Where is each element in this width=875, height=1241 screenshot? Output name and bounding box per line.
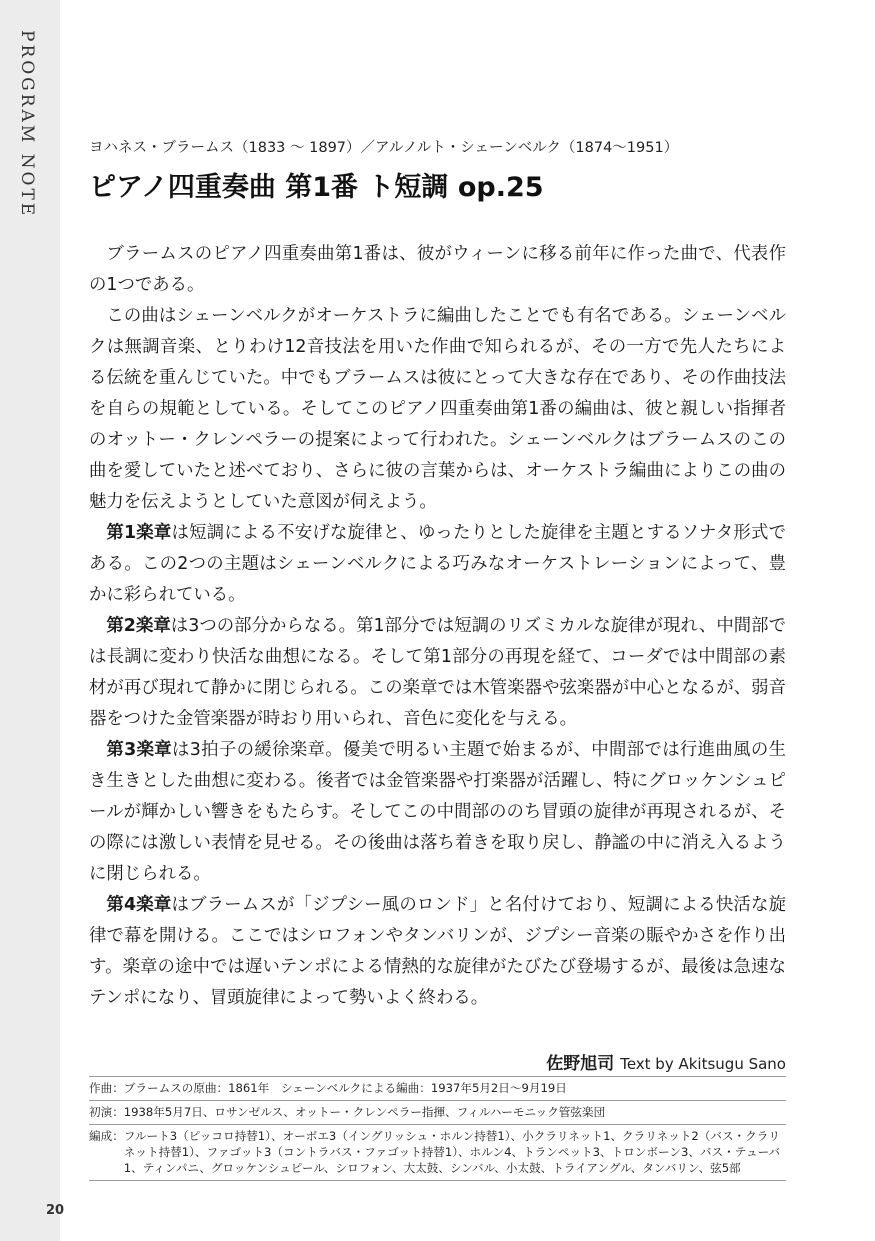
article-body <box>89 239 786 1014</box>
paragraph-intro: ブラームスのピアノ四重奏曲第1番は、彼がウィーンに移る前年に作った曲で、代表作の1つである。 <box>89 244 786 295</box>
piece-info-table <box>89 1076 786 1181</box>
movement-4-text: はブラームスが「ジプシー風のロンド」と名付けており、短調による快活な旋律で幕を開ける。ここではシロフォンやタンバリンが、ジプシー音楽の賑やかさを作り出す。楽章の途中では遅いテンポによる情熱的な旋律がたびたび登場するが、最後は急速なテンポになり、冒頭旋律によって勢いよく終わる。 <box>89 895 786 1008</box>
paragraph-arrangement: この曲はシェーンベルクがオーケストラに編曲したことでも有名である。シェーンベルクは無調音楽、とりわけ12音技法を用いた作曲で知られるが、その一方で先人たちによる伝統を重んじていた。中でもブラームスは彼にとって大きな存在であり、その作曲技法を自らの規範としている。そしてこのピアノ四重奏曲第1番の編曲は、彼と親しい指揮者のオットー・クレンペラーの提案によって行われた。シェーンベルクはブラームスのこの曲を愛していたと述べており、さらに彼の言葉からは、オーケストラ編曲によりこの曲の魅力を伝えようとしていた意図が伺えよう。 <box>89 306 786 512</box>
movement-2-text: は3つの部分からなる。第1部分では短調のリズミカルな旋律が現れ、中間部では長調に変わり快活な曲想になる。そして第1部分の再現を経て、コーダでは中間部の素材が再び現れて静かに閉じられる。この楽章では木管楽器や弦楽器が中心となるが、弱音器をつけた金管楽器が時おり用いられ、音色に変化を与える。 <box>89 616 786 729</box>
instrumentation-label: 編成： <box>89 1129 124 1143</box>
composer-subtitle: ヨハネス・ブラームス（1833 ～ 1897）／アルノルト・シェーンベルク（1874～1951） <box>89 140 679 156</box>
sidebar-band <box>0 0 65 1241</box>
paragraph-movement-3 <box>89 735 786 890</box>
paragraph-movement-1 <box>89 518 786 611</box>
movement-1-text: は短調による不安げな旋律と、ゆったりとした旋律を主題とするソナタ形式である。この2つの主題はシェーンベルクによる巧みなオーケストレーションによって、豊かに彩られている。 <box>89 523 786 605</box>
composition-info: 作曲：ブラームスの原曲：1861年 シェーンベルクによる編曲：1937年5月2日～9月19日 <box>89 1076 786 1100</box>
author-name: 佐野旭司 <box>546 1054 615 1074</box>
paragraph-movement-4 <box>89 890 786 1014</box>
piece-title: ピアノ四重奏曲 第1番 ト短調 op.25 <box>89 172 544 203</box>
movement-1-label: 第1楽章 <box>106 523 172 543</box>
premiere-info: 初演：1938年5月7日、ロサンゼルス、オットー・クレンペラー指揮、フィルハーモニック管弦楽団 <box>89 1100 786 1124</box>
instrumentation-info <box>89 1124 786 1181</box>
movement-3-text: は3拍子の緩徐楽章。優美で明るい主題で始まるが、中間部では行進曲風の生き生きとした曲想に変わる。後者では金管楽器や打楽器が活躍し、特にグロッケンシュピールが輝かしい響きをもたらす。そしてこの中間部ののち冒頭の旋律が再現されるが、その際には激しい表情を見せる。その後曲は落ち着きを取り戻し、静謐の中に消え入るように閉じられる。 <box>89 740 786 884</box>
author-credit: Text by Akitsugu Sano <box>620 1055 786 1073</box>
section-title-vertical: PROGRAM NOTE <box>17 30 37 219</box>
author-line <box>89 1049 786 1074</box>
page-number: 20 <box>46 1203 65 1218</box>
movement-4-label: 第4楽章 <box>106 895 172 915</box>
paragraph-movement-2 <box>89 611 786 735</box>
movement-3-label: 第3楽章 <box>106 740 173 760</box>
movement-2-label: 第2楽章 <box>106 616 171 636</box>
instrumentation-text: フルート3（ピッコロ持替1）、オーボエ3（イングリッシュ・ホルン持替1）、小クラリネット1、クラリネット2（バス・クラリネット持替1）、ファゴット3（コントラバス・ファゴット持替1）、ホルン4、トランペット3、トロンボーン3、バス・テューバ1、ティンパニ、グロッケンシュピール、シロフォン、大太鼓、シンバル、小太鼓、トライアングル、タンバリン、弦5部 <box>123 1129 781 1175</box>
